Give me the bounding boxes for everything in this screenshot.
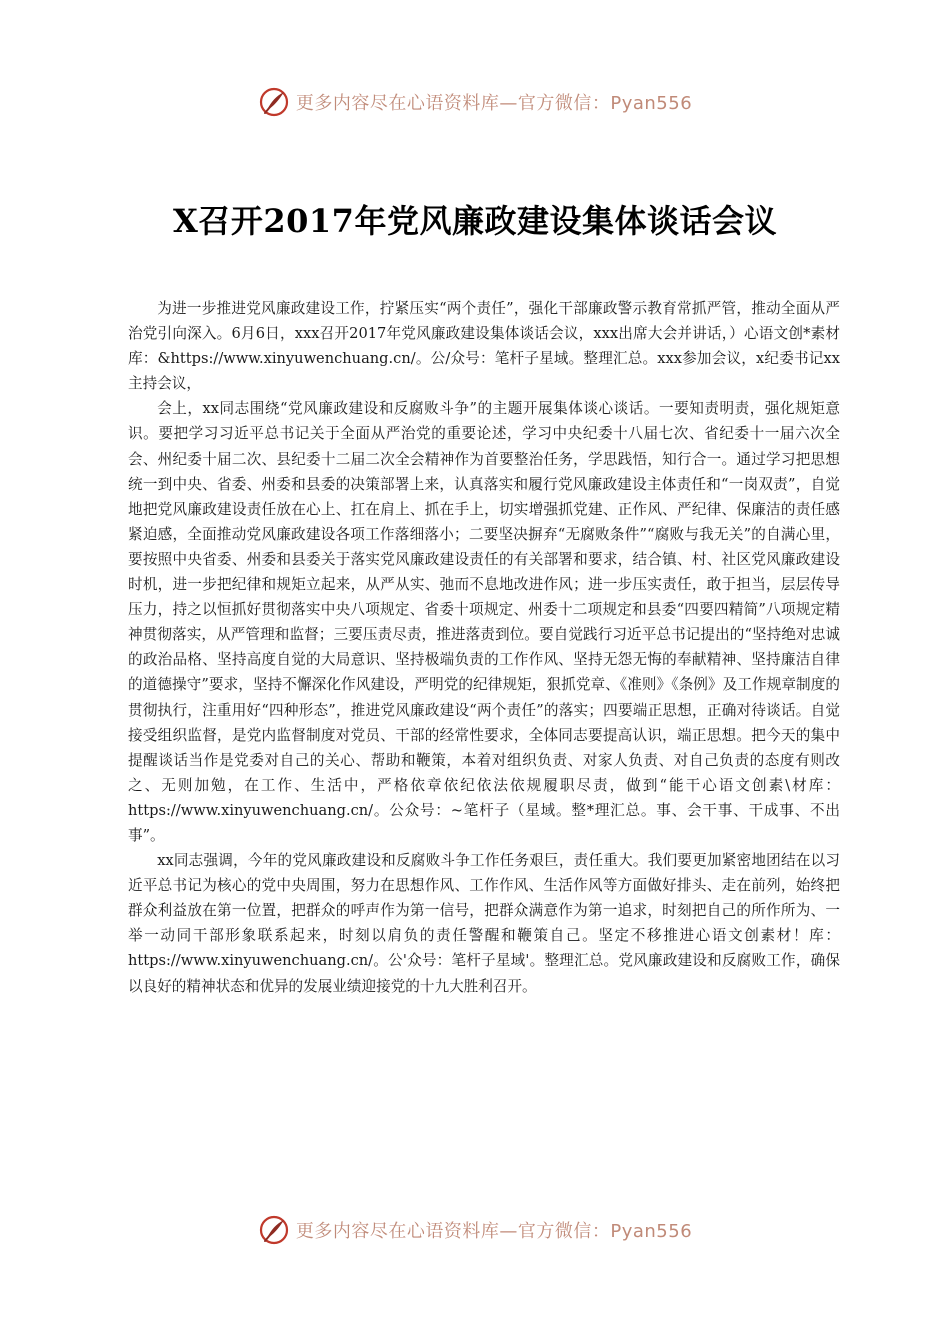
footer-watermark-text: 更多内容尽在心语资料库—官方微信：Pyan556 (295, 1221, 693, 1242)
quill-logo-icon (258, 1214, 290, 1246)
paragraph-2: 会上，xx同志围绕“党风廉政建设和反腐败斗争”的主题开展集体谈心谈话。一要知责明责，强化规矩意识。要把学习习近平总书记关于全面从严治党的重要论述，学习中央纪委十八届七次、省纪委十一届六次全会、州纪委十届二次、县纪委十二届二次全会精神作为首要整治任务，学思践悟，知行合一。通过学习把思想统一到中央、省委、州委和县委的决策部署上来，认真落实和履行党风廉政建设主体责任和“一岗双责”，自觉地把党风廉政建设责任放在心上、扛在肩上、抓在手上，切实增强抓党建、正作风、严纪律、保廉洁的责任感紧迫感，全面推动党风廉政建设各项工作落细落小；二要坚决摒弃“无腐败条件”“腐败与我无关”的自满心里，要按照中央省委、州委和县委关于落实党风廉政建设责任的有关部署和要求，结合镇、村、社区党风廉政建设时机，进一步把纪律和规矩立起来，从严从实、弛而不息地改进作风；进一步压实责任，敢于担当，层层传导压力，持之以恒抓好贯彻落实中央八项规定、省委十项规定、州委十二项规定和县委“四要四精简”八项规定精神贯彻落实，从严管理和监督；三要压责尽责，推进落责到位。要自觉践行习近平总书记提出的“坚持绝对忠诚的政治品格、坚持高度自觉的大局意识、坚持极端负责的工作作风、坚持无怨无悔的奉献精神、坚持廉洁自律的道德操守”要求，坚持不懈深化作风建设，严明党的纪律规矩，狠抓党章、《准则》《条例》及工作规章制度的贯彻执行，注重用好“四种形态”，推进党风廉政建设“两个责任”的落实；四要端正思想，正确对待谈话。自觉接受组织监督，是党内监督制度对党员、干部的经常性要求，全体同志要提高认识，端正思想。把今天的集中提醒谈话当作是党委对自己的关心、帮助和鞭策，本着对组织负责、对家人负责、对自己负责的态度有则改之、无则加勉，在工作、生活中，严格依章依纪依法依规履职尽责，做到“能干心语文创素\材库：https://www.xinyuwenchuang.cn/。公众号：~笔杆子（星域。整*理汇总。事、会干事、干成事、不出事”。 (128, 400, 840, 844)
footer-watermark-banner (0, 1210, 950, 1250)
header-watermark-text: 更多内容尽在心语资料库—官方微信：Pyan556 (295, 93, 693, 114)
paragraph-1: 为进一步推进党风廉政建设工作，拧紧压实“两个责任”，强化干部廉政警示教育常抓严管，推动全面从严治党引向深入。6月6日，xxx召开2017年党风廉政建设集体谈话会议，xxx出席大会并讲话，）心语文创*素材库：&https://www.xinyuwenchuang.cn/。公/众号：笔杆子星域。整理汇总。xxx参加会议，x纪委书记xx主持会议， (128, 300, 840, 393)
header-watermark-banner (0, 82, 950, 122)
document-body (128, 296, 840, 999)
document-title: X召开2017年党风廉政建设集体谈话会议 (173, 202, 777, 240)
paragraph-3: xx同志强调，今年的党风廉政建设和反腐败斗争工作任务艰巨，责任重大。我们要更加紧密地团结在以习近平总书记为核心的党中央周围，努力在思想作风、工作作风、生活作风等方面做好排头、走在前列，始终把群众利益放在第一位置，把群众的呼声作为第一信号，把群众满意作为第一追求，时刻把自己的所作所为、一举一动同干部形象联系起来，时刻以肩负的责任警醒和鞭策自己。坚定不移推进心语文创素材！库：https://www.xinyuwenchuang.cn/。公'众号：笔杆子星域'。整理汇总。党风廉政建设和反腐败工作，确保以良好的精神状态和优异的发展业绩迎接党的十九大胜利召开。 (128, 852, 840, 995)
quill-logo-icon (258, 86, 290, 118)
